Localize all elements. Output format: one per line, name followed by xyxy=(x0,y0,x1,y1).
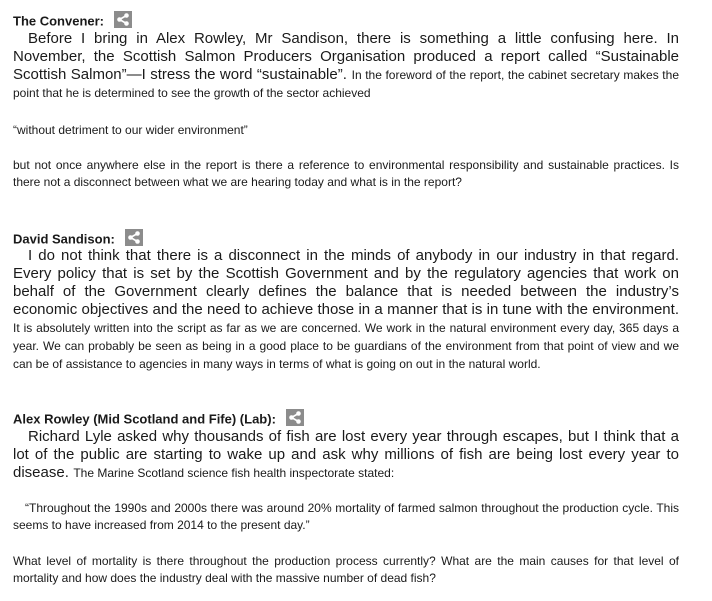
speech-text-small: The Marine Scotland science fish health inspectorate stated: xyxy=(73,466,395,480)
speech-paragraph: but not once anywhere else in the report is there a reference to environmental responsibility and sustainable practices. Is there not a disconnect between what we are hearing today and what is in the report? xyxy=(13,158,679,189)
speech-text: I do not think that there is a disconnect in the minds of anybody in our industry in that regard. Every policy that is set by the Scottish Government and by the regulatory agencies that work on behalf of the Government clearly defines the balance that is needed between the industry’s economic objectives and the need to achieve those in a manner that is in tune with the environment. xyxy=(13,247,679,318)
speaker-name: The Convener: xyxy=(13,13,105,29)
speech-text-small: In the foreword of the report, the cabinet secretary makes the point that he is determined to see the growth of the sector achieved xyxy=(13,68,679,100)
speech-paragraph xyxy=(13,428,679,482)
share-icon[interactable] xyxy=(125,229,143,246)
speaker-heading xyxy=(13,231,143,248)
quoted-text: “Throughout the 1990s and 2000s there was around 20% mortality of farmed salmon throughout the production cycle. This seems to have increased from 2014 to the present day.” xyxy=(13,501,679,532)
speaker-name: David Sandison: xyxy=(13,231,115,247)
speaker-heading xyxy=(13,13,132,30)
speech-paragraph: What level of mortality is there throughout the production process currently? What are the main causes for that level of mortality and how does the industry deal with the massive number of dead fish? xyxy=(13,554,679,585)
speaker-name: Alex Rowley (Mid Scotland and Fife) (Lab): xyxy=(13,411,276,427)
speech-text: Before I bring in Alex Rowley, Mr Sandison, there is something a little confusing here. In November, the Scottish Salmon Producers Organisation produced a report called “Sustainable Scottish Salmon”—I stress the word “sustainable”. xyxy=(13,30,679,83)
speech-paragraph xyxy=(13,247,679,373)
speech-text: Richard Lyle asked why thousands of fish are lost every year through escapes, but I think that a lot of the public are starting to wake up and ask why millions of fish are being lost every year to disease. xyxy=(13,428,679,481)
share-icon[interactable] xyxy=(114,11,132,28)
share-icon[interactable] xyxy=(286,409,304,426)
speech-text-small: It is absolutely written into the script as far as we are concerned. We work in the natural environment every day, 365 days a year. We can probably be seen as being in a good place to be guardians of the environment from that point of view and we can be of assistance to agencies in many ways in terms of what is going on out in the natural world. xyxy=(13,321,679,371)
quoted-text: “without detriment to our wider environment” xyxy=(13,123,248,137)
speech-paragraph xyxy=(13,30,679,102)
speaker-heading xyxy=(13,411,304,428)
